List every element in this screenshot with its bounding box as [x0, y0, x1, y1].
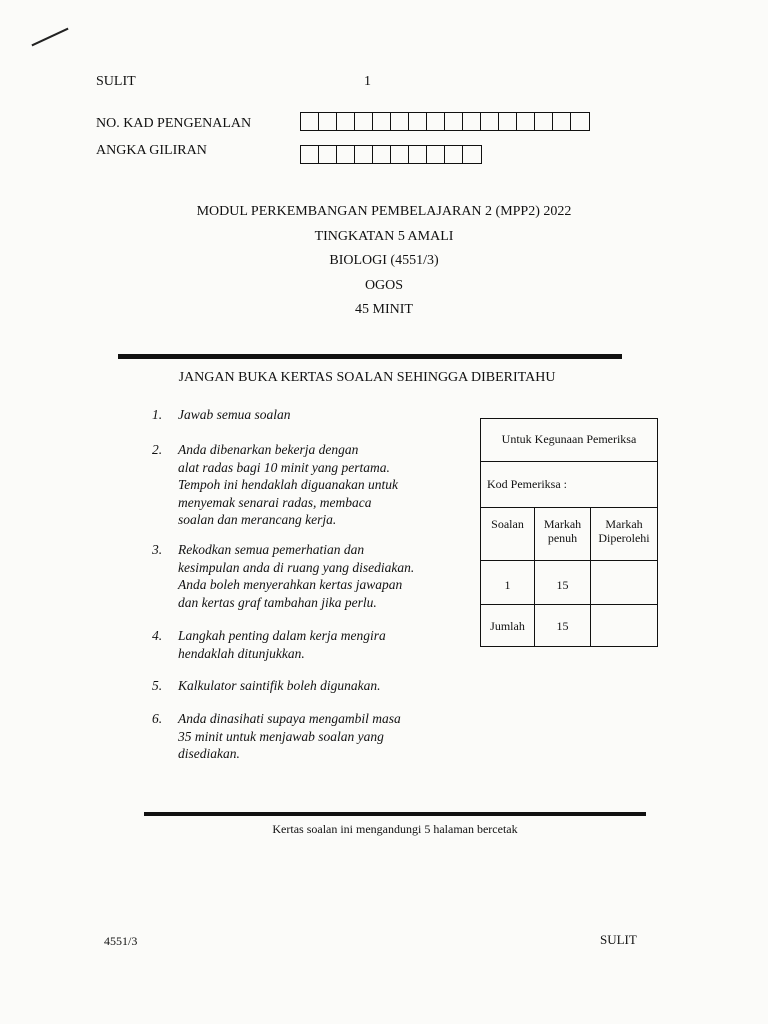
- digit-box[interactable]: [373, 146, 391, 163]
- bottom-divider: [144, 812, 646, 816]
- instruction-line: Langkah penting dalam kerja mengira: [178, 628, 386, 643]
- instruction-number: 3.: [152, 542, 163, 557]
- digit-box[interactable]: [391, 113, 409, 130]
- instruction-6: [152, 710, 452, 764]
- instruction-line: Anda boleh menyerahkan kertas jawapan: [178, 577, 403, 592]
- digit-box[interactable]: [373, 113, 391, 130]
- digit-box[interactable]: [463, 113, 481, 130]
- instruction-line: disediakan.: [178, 746, 240, 761]
- instruction-line: hendaklah ditunjukkan.: [178, 645, 305, 661]
- instruction-number: 2.: [152, 442, 163, 457]
- digit-box[interactable]: [319, 113, 337, 130]
- top-divider: [118, 354, 622, 359]
- col-obtained-line: Markah: [605, 517, 643, 531]
- digit-box[interactable]: [481, 113, 499, 130]
- instruction-5: [152, 677, 452, 697]
- instruction-line: kesimpulan anda di ruang yang disediakan.: [178, 559, 415, 575]
- ic-number-boxes[interactable]: [300, 112, 590, 131]
- title-duration: 45 MINIT: [355, 302, 413, 317]
- digit-box[interactable]: [445, 146, 463, 163]
- instruction-line: Tempoh ini hendaklah diguanakan untuk: [178, 477, 398, 492]
- table-row: [481, 561, 658, 605]
- examiner-table: [480, 418, 658, 647]
- digit-box[interactable]: [571, 113, 589, 130]
- instruction-line: Kalkulator saintifik boleh digunakan.: [178, 678, 381, 693]
- instruction-line: Rekodkan semua pemerhatian dan: [178, 542, 365, 557]
- digit-box[interactable]: [301, 113, 319, 130]
- title-module: MODUL PERKEMBANGAN PEMBELAJARAN 2 (MPP2) 2022: [196, 204, 572, 219]
- instruction-line: Anda dinasihati supaya mengambil masa: [178, 711, 401, 726]
- title-subject: BIOLOGI (4551/3): [329, 253, 439, 268]
- col-obtained-header: [591, 508, 658, 561]
- digit-box[interactable]: [463, 146, 481, 163]
- instruction-1: [152, 406, 452, 426]
- pen-stroke-mark: [31, 28, 68, 47]
- digit-box[interactable]: [553, 113, 571, 130]
- row-question: Jumlah: [481, 605, 535, 647]
- header-sulit: SULIT: [96, 74, 136, 89]
- digit-box[interactable]: [427, 113, 445, 130]
- digit-box[interactable]: [517, 113, 535, 130]
- col-full-marks-line: Markah: [543, 517, 582, 531]
- digit-box[interactable]: [355, 113, 373, 130]
- examiner-heading: Untuk Kegunaan Pemeriksa: [481, 419, 658, 462]
- warning-text: JANGAN BUKA KERTAS SOALAN SEHINGGA DIBERITAHU: [178, 370, 556, 385]
- ic-number-label: NO. KAD PENGENALAN: [96, 116, 252, 131]
- instruction-2: [152, 441, 452, 531]
- instruction-number: 1.: [152, 407, 163, 422]
- page-count-note: Kertas soalan ini mengandungi 5 halaman bercetak: [272, 822, 518, 836]
- digit-box[interactable]: [355, 146, 373, 163]
- instruction-4: [152, 627, 452, 663]
- digit-box[interactable]: [427, 146, 445, 163]
- digit-box[interactable]: [409, 146, 427, 163]
- digit-box[interactable]: [337, 113, 355, 130]
- instruction-line: menyemak senarai radas, membaca: [178, 494, 372, 510]
- title-form: TINGKATAN 5 AMALI: [314, 228, 454, 244]
- instruction-3: [152, 541, 452, 613]
- instruction-number: 6.: [152, 711, 163, 726]
- row-full-marks: 15: [535, 561, 591, 605]
- examiner-code-label: Kod Pemeriksa :: [481, 462, 658, 508]
- footer-sulit: SULIT: [600, 932, 637, 947]
- page-number: 1: [364, 74, 371, 89]
- digit-box[interactable]: [391, 146, 409, 163]
- instruction-line: Anda dibenarkan bekerja dengan: [178, 442, 359, 457]
- row-question: 1: [481, 561, 535, 605]
- digit-box[interactable]: [445, 113, 463, 130]
- instruction-number: 5.: [152, 678, 163, 693]
- col-obtained-line: Diperolehi: [598, 531, 650, 545]
- index-number-boxes[interactable]: [300, 145, 482, 164]
- col-full-marks-header: [535, 508, 591, 561]
- title-month: OGOS: [364, 277, 404, 293]
- digit-box[interactable]: [535, 113, 553, 130]
- instruction-line: alat radas bagi 10 minit yang pertama.: [178, 459, 390, 475]
- digit-box[interactable]: [409, 113, 427, 130]
- col-question-header: Soalan: [481, 508, 535, 561]
- table-row: [481, 605, 658, 647]
- instruction-number: 4.: [152, 628, 163, 643]
- instruction-line: dan kertas graf tambahan jika perlu.: [178, 594, 377, 610]
- col-full-marks-line: penuh: [547, 531, 578, 545]
- digit-box[interactable]: [337, 146, 355, 163]
- instruction-line: Jawab semua soalan: [178, 407, 291, 422]
- instruction-line: 35 minit untuk menjawab soalan yang: [178, 728, 384, 744]
- row-obtained-marks[interactable]: [591, 605, 658, 647]
- footer-code: 4551/3: [104, 934, 138, 948]
- row-full-marks: 15: [535, 605, 591, 647]
- digit-box[interactable]: [499, 113, 517, 130]
- exam-title-block: [0, 200, 768, 323]
- instruction-line: soalan dan merancang kerja.: [178, 512, 337, 527]
- index-number-label: ANGKA GILIRAN: [96, 143, 207, 158]
- row-obtained-marks[interactable]: [591, 561, 658, 605]
- digit-box[interactable]: [319, 146, 337, 163]
- digit-box[interactable]: [301, 146, 319, 163]
